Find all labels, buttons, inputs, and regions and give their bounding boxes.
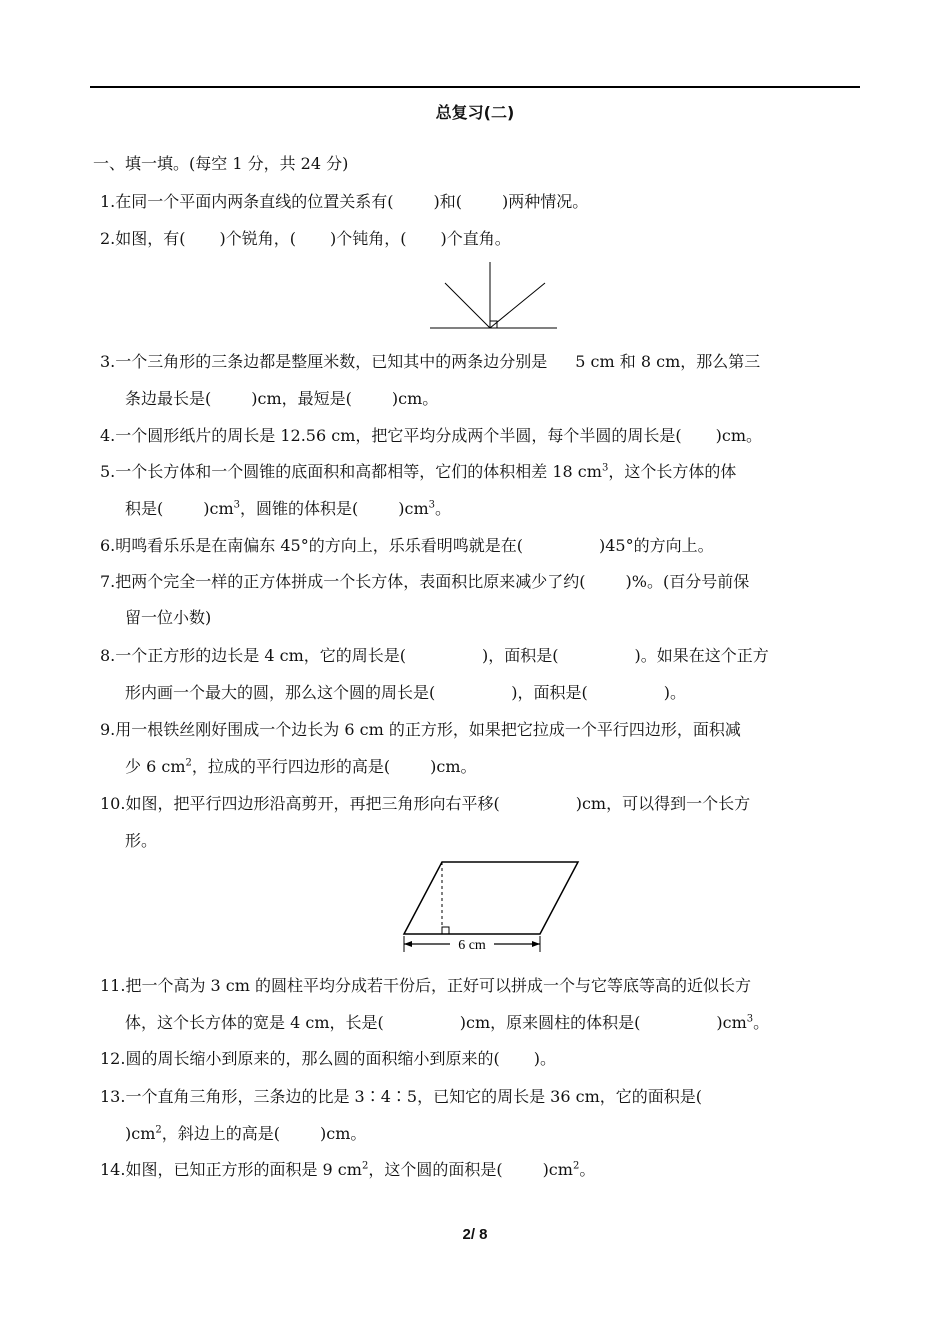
question-2: 2.如图，有( )个锐角，( )个钝角，( )个直角。: [100, 229, 511, 248]
right-angle-mark: [442, 927, 449, 934]
header-rule: [90, 86, 860, 88]
parallelogram-figure: [398, 858, 588, 960]
arrow-left: [404, 941, 412, 947]
question-11-line-1: 11.把一个高为 3 cm 的圆柱平均分成若干份后，正好可以拼成一个与它等底等高的近似长方: [100, 976, 752, 995]
question-8-line-2: 形内画一个最大的圆，那么这个圆的周长是( )，面积是( )。: [125, 683, 686, 702]
page-number: 2/ 8: [462, 1226, 488, 1243]
question-5-line-1: 5.一个长方体和一个圆锥的底面积和高都相等，它们的体积相差 18 $cm^3$，这个长方体的体: [100, 462, 737, 481]
question-3-line-2: 条边最长是( )cm，最短是( )cm。: [125, 389, 439, 408]
question-11-line-2: 体，这个长方体的宽是 4 cm，长是( )cm，原来圆柱的体积是( )$cm^3$。: [125, 1013, 770, 1032]
parallelogram: [404, 862, 578, 934]
question-9-line-2: 少 6 $cm^2$，拉成的平行四边形的高是( )cm。: [125, 757, 477, 776]
question-7-line-1: 7.把两个完全一样的正方体拼成一个长方体，表面积比原来减少了约( )%。(百分号前保: [100, 572, 750, 591]
question-13-line-1: 13.一个直角三角形，三条边的比是 3∶4∶5，已知它的周长是 36 cm，它的面积是(: [100, 1087, 702, 1106]
question-3-line-1: 3.一个三角形的三条边都是整厘米数，已知其中的两条边分别是 5 cm 和 8 cm，那么第三: [100, 352, 761, 371]
left-ray: [445, 283, 490, 328]
question-9-line-1: 9.用一根铁丝刚好围成一个边长为 6 cm 的正方形，如果把它拉成一个平行四边形，面积减: [100, 720, 741, 739]
question-5-line-2: 积是( )$cm^3$，圆锥的体积是( )$cm^3$。: [125, 499, 452, 518]
question-1: 1.在同一个平面内两条直线的位置关系有( )和( )两种情况。: [100, 192, 589, 211]
dimension-label: 6 cm: [458, 938, 486, 953]
question-10-line-1: 10.如图，把平行四边形沿高剪开，再把三角形向右平移( )cm，可以得到一个长方: [100, 794, 751, 813]
angle-figure: [425, 258, 565, 338]
question-12: 12.圆的周长缩小到原来的，那么圆的面积缩小到原来的( )。: [100, 1049, 556, 1068]
question-8-line-1: 8.一个正方形的边长是 4 cm，它的周长是( )，面积是( )。如果在这个正方: [100, 646, 769, 665]
question-7-line-2: 留一位小数): [125, 608, 212, 627]
question-4: 4.一个圆形纸片的周长是 12.56 cm，把它平均分成两个半圆，每个半圆的周长是( )cm。: [100, 426, 763, 445]
question-6: 6.明鸣看乐乐是在南偏东 45°的方向上，乐乐看明鸣就是在( )45°的方向上。: [100, 536, 714, 555]
question-13-line-2: )$cm^2$，斜边上的高是( )cm。: [125, 1124, 367, 1143]
question-14: 14.如图，已知正方形的面积是 9 $cm^2$，这个圆的面积是( )$cm^2$。: [100, 1160, 596, 1179]
page-title: 总复习(二): [435, 103, 515, 122]
arrow-right: [532, 941, 540, 947]
question-10-line-2: 形。: [125, 831, 158, 850]
right-ray: [490, 283, 545, 328]
section-heading: 一、填一填。(每空 1 分，共 24 分): [93, 154, 349, 173]
